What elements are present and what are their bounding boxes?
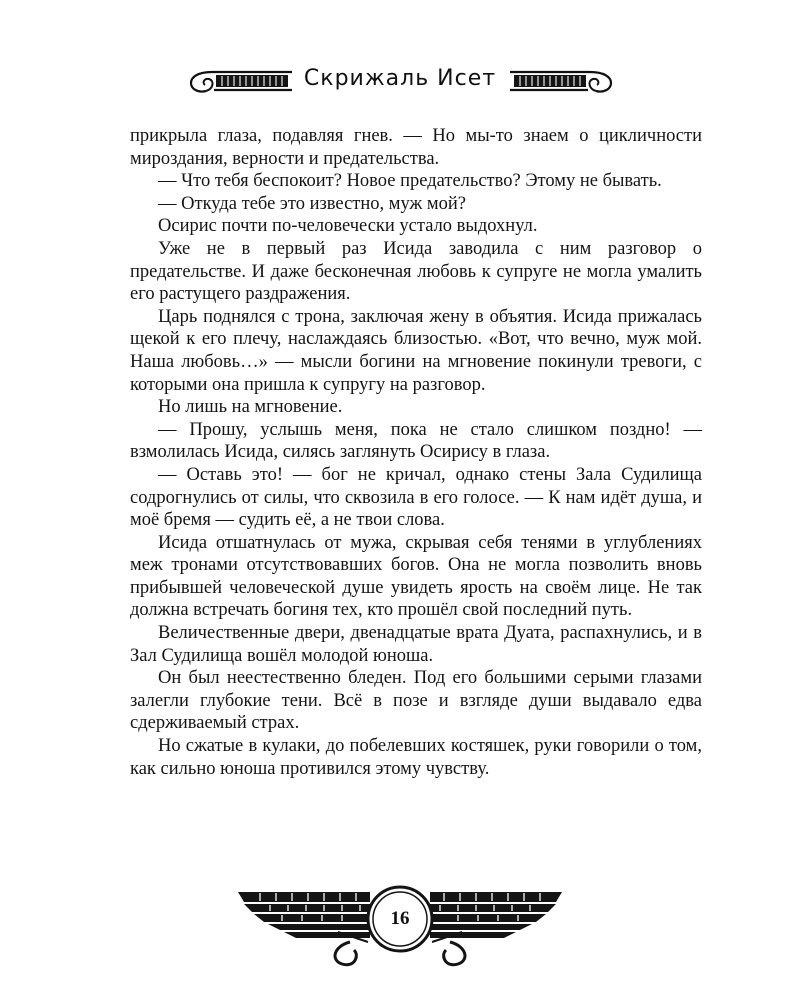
running-header bbox=[0, 0, 800, 120]
paragraph: прикрыла глаза, подавляя гнев. — Но мы-то знаем о цикличности мироздания, верности и предательства. bbox=[130, 126, 702, 169]
paragraph: Исида отшатнулась от мужа, скрывая себя тенями в углублениях меж тронами отсутствовавших богов. Она не могла позволить вновь прибывшей человеческой душе увидеть ярость на своём лице. Не так должна встречать богиня тех, кто прошёл свой последний путь. bbox=[130, 532, 702, 621]
paragraph: Уже не в первый раз Исида заводила с ним разговор о предательстве. И даже бесконечная любовь к супруге не могла умалить его растущего раздражения. bbox=[130, 238, 702, 305]
paragraph: Величественные двери, двенадцатые врата Дуата, распахнулись, и в Зал Судилища вошёл молодой юноша. bbox=[130, 623, 702, 666]
paragraph: Осирис почти по-человечески устало выдохнул. bbox=[158, 216, 538, 237]
body-text bbox=[130, 125, 702, 780]
running-title: Скрижаль Исет bbox=[303, 66, 497, 91]
paragraph: Он был неестественно бледен. Под его большими серыми глазами залегли глубокие тени. Всё в позе и взгляде души выдавало едва сдерживаемый страх. bbox=[130, 668, 702, 734]
page-number: 16 bbox=[390, 908, 410, 929]
paragraph: Царь поднялся с трона, заключая жену в объятия. Исида прижалась щекой к его плечу, наслаждаясь близостью. «Вот, что вечно, муж мой. Наша любовь…» — мысли богини на мгновение покинули тревоги, с которыми она пришла к супругу на разговор. bbox=[130, 306, 702, 395]
paragraph: — Что тебя беспокоит? Новое предательство? Этому не бывать. bbox=[158, 171, 662, 192]
paragraph: — Прошу, услышь меня, пока не стало слишком поздно! — взмолилась Исида, силясь заглянуть Осирису в глаза. bbox=[130, 419, 702, 463]
right-scroll-ornament-icon bbox=[508, 66, 616, 100]
page-footer bbox=[230, 872, 570, 982]
paragraph: Но лишь на мгновение. bbox=[158, 397, 343, 418]
paragraph: — Оставь это! — бог не кричал, однако стены Зала Судилища содрогнулись от силы, что сквозила в его голосе. — К нам идёт душа, и моё бремя — судить её, а не твои слова. bbox=[130, 464, 702, 531]
paragraph: Но сжатые в кулаки, до побелевших костяшек, руки говорили о том, как сильно юноша противился этому чувству. bbox=[130, 736, 702, 779]
paragraph: — Откуда тебе это известно, муж мой? bbox=[158, 193, 466, 214]
